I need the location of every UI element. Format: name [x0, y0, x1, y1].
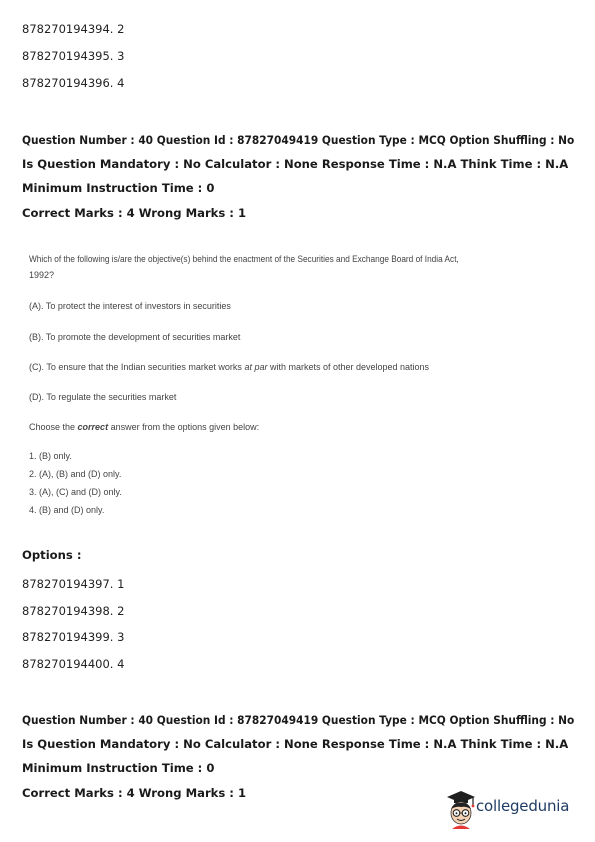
choice-item: 3. (A), (C) and (D) only. — [29, 487, 122, 497]
question-meta-line: Is Question Mandatory : No Calculator : None Response Time : N.A Think Time : N.A — [22, 157, 569, 171]
option-item: 878270194396. 4 — [22, 76, 125, 90]
option-item: 878270194397. 1 — [22, 577, 125, 591]
question-meta-line: Question Number : 40 Question Id : 87827049419 Question Type : MCQ Option Shuffling : No — [22, 713, 575, 727]
question-stem: Which of the following is/are the objective(s) behind the enactment of the Securities and Exchange Board of India Act, — [29, 254, 459, 264]
choose-text-end: answer from the options given below: — [108, 422, 260, 432]
option-item: 878270194394. 2 — [22, 22, 125, 36]
question-meta-line: Minimum Instruction Time : 0 — [22, 181, 215, 195]
question-stem-cont: 1992? — [29, 270, 55, 280]
marks-line: Correct Marks : 4 Wrong Marks : 1 — [22, 786, 247, 800]
statement-c-italic: at par — [244, 362, 268, 372]
question-meta-line: Is Question Mandatory : No Calculator : None Response Time : N.A Think Time : N.A — [22, 737, 569, 751]
collegedunia-logo — [444, 787, 584, 829]
option-item: 878270194400. 4 — [22, 657, 125, 671]
statement-c-text-end: with markets of other developed nations — [267, 362, 430, 372]
choose-instruction — [29, 422, 259, 432]
option-item: 878270194398. 2 — [22, 604, 125, 618]
choose-emphasis: correct — [77, 422, 109, 432]
question-meta-line: Question Number : 40 Question Id : 87827049419 Question Type : MCQ Option Shuffling : No — [22, 133, 575, 147]
statement-c-text: (C). To ensure that the Indian securities market works — [29, 362, 245, 372]
options-heading: Options : — [22, 548, 82, 562]
option-item: 878270194395. 3 — [22, 49, 125, 63]
choice-item: 4. (B) and (D) only. — [29, 505, 105, 515]
choice-item: 1. (B) only. — [29, 451, 72, 461]
mascot-icon — [444, 787, 478, 829]
statement-d: (D). To regulate the securities market — [29, 392, 177, 402]
choice-item: 2. (A), (B) and (D) only. — [29, 469, 122, 479]
statement-c — [29, 362, 429, 372]
choose-text: Choose the — [29, 422, 78, 432]
marks-line: Correct Marks : 4 Wrong Marks : 1 — [22, 206, 247, 220]
question-meta-line: Minimum Instruction Time : 0 — [22, 761, 215, 775]
statement-b: (B). To promote the development of securities market — [29, 332, 241, 342]
logo-text: collegedunia — [476, 797, 570, 815]
statement-a: (A). To protect the interest of investors in securities — [29, 301, 231, 311]
option-item: 878270194399. 3 — [22, 630, 125, 644]
